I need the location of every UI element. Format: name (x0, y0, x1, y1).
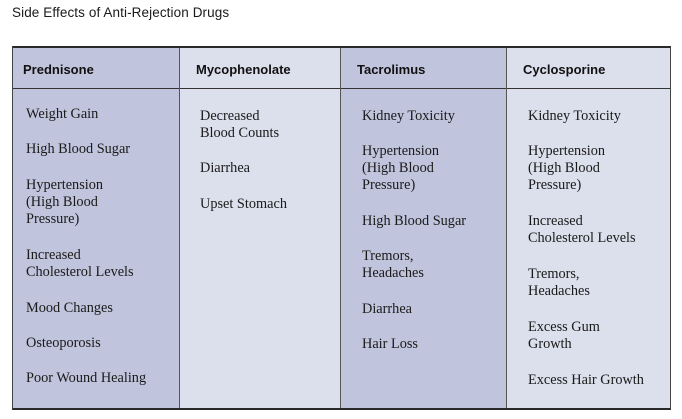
column-header: Cyclosporine (507, 48, 670, 89)
column-header: Tacrolimus (341, 48, 506, 89)
list-item: Excess Gum Growth (528, 319, 600, 352)
list-item: Diarrhea (362, 301, 413, 317)
list-item: Hypertension (High Blood Pressure) (362, 143, 440, 193)
column-header: Mycophenolate (180, 48, 340, 89)
list-item: Weight Gain (26, 106, 99, 122)
list-item: Increased Cholesterol Levels (528, 213, 636, 246)
list-item: Increased Cholesterol Levels (26, 247, 134, 280)
list-item: Excess Hair Growth (528, 372, 644, 388)
list-item: Hair Loss (362, 336, 418, 352)
column-header: Prednisone (13, 48, 179, 89)
list-item: Kidney Toxicity (528, 108, 621, 124)
list-item: Decreased Blood Counts (200, 108, 280, 141)
list-item: Diarrhea (200, 160, 251, 176)
list-item: Hypertension (High Blood Pressure) (26, 177, 104, 227)
list-item: Upset Stomach (200, 196, 287, 212)
list-item: Poor Wound Healing (26, 370, 147, 386)
column-cyclosporine (507, 48, 670, 408)
list-item: Tremors, Headaches (528, 266, 590, 299)
list-item: Kidney Toxicity (362, 108, 455, 124)
column-tacrolimus (341, 48, 507, 408)
column-mycophenolate (180, 48, 341, 408)
list-item: Hypertension (High Blood Pressure) (528, 143, 606, 193)
side-effects-table (12, 46, 671, 410)
list-item: Tremors, Headaches (362, 248, 424, 281)
list-item: High Blood Sugar (26, 141, 131, 157)
list-item: Mood Changes (26, 300, 113, 316)
page-title: Side Effects of Anti-Rejection Drugs (12, 5, 230, 20)
list-item: Osteoporosis (26, 335, 101, 351)
list-item: High Blood Sugar (362, 213, 467, 229)
column-prednisone (13, 48, 180, 408)
